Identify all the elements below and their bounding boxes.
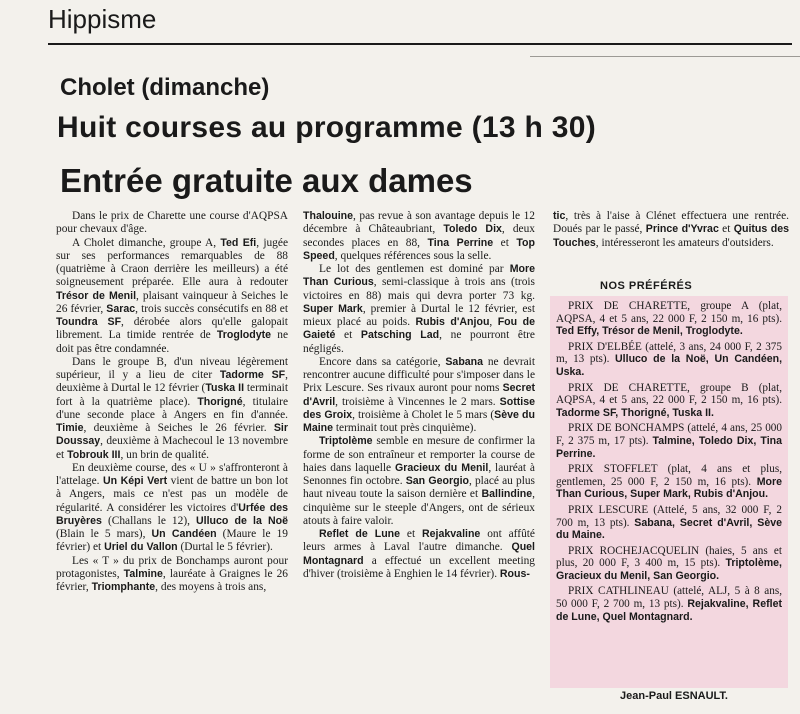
- horse-name: Triomphante: [91, 581, 156, 593]
- horse-name: Sabana, Secret d'Avril, Sève du Maine.: [556, 516, 782, 542]
- text-run: , dérobée alors qu'elle galopait librement. La timide rentrée de: [56, 316, 288, 342]
- horse-name: Super Mark: [303, 302, 363, 315]
- article-column-1: [56, 210, 288, 710]
- paragraph: [56, 210, 288, 237]
- horse-name: Timie: [56, 422, 84, 434]
- text-run: , deuxième à Seiches le 26 février.: [83, 422, 274, 434]
- text-run: Les « T » du prix de Bonchamps auront pour protagonistes,: [56, 554, 288, 580]
- text-run: PRIX DE CHARETTE, groupe B (plat, AQPSA, 4 et 5 ans, 22 000 F, 2 150 m, 16 pts).: [556, 381, 782, 407]
- horse-name: Troglodyte: [216, 329, 272, 342]
- pick-entry: [556, 585, 782, 623]
- text-run: (Blain le 5 mars),: [56, 528, 152, 540]
- horse-name: Uriel du Vallon: [104, 541, 178, 554]
- text-run: PRIX D'ELBÉE (attelé, 3 ans, 24 000 F, 2 375 m, 13 pts).: [556, 340, 782, 366]
- horse-name: Toledo Dix: [443, 223, 502, 236]
- horse-name: Reflet de Lune: [319, 528, 401, 540]
- horse-name: San Georgio: [405, 475, 469, 487]
- horse-name: Tadorme SF, Thorigné, Tuska II.: [556, 406, 714, 419]
- headline: Huit courses au programme (13 h 30): [57, 111, 596, 144]
- text-run: , cinquième sur le steeple d'Angers, ont de sérieux atouts à faire valoir.: [303, 488, 535, 527]
- text-run: , titulaire d'une seconde place à Angers en fin d'année.: [56, 395, 288, 421]
- pick-entry: [556, 504, 782, 542]
- text-run: Encore dans sa catégorie,: [319, 355, 446, 368]
- horse-name: Sève du Maine: [303, 408, 535, 434]
- horse-name: Sarac: [106, 302, 136, 315]
- horse-name: Rubis d'Anjou: [415, 316, 490, 328]
- text-run: a effectué un excellent meeting d'hiver (troisième à Enghien le 14 février).: [303, 554, 535, 580]
- horse-name: Tuska II: [205, 382, 245, 395]
- text-run: , pas revue à son avantage depuis le 12 décembre à Châteaubriant,: [303, 210, 535, 236]
- horse-name: Ballindine: [481, 488, 533, 501]
- horse-name: Fou de Gaieté: [303, 316, 535, 342]
- paragraph: [56, 462, 288, 555]
- section-rule: [48, 43, 792, 45]
- text-run: , intéresseront les amateurs d'outsiders.: [595, 236, 774, 249]
- pick-entry: [556, 422, 782, 460]
- text-run: , un brin de qualité.: [120, 448, 210, 461]
- horse-name: Tadorme SF: [219, 369, 286, 381]
- deck: Entrée gratuite aux dames: [60, 162, 473, 199]
- paragraph: [303, 528, 535, 581]
- text-run: (Durtal le 5 février).: [177, 541, 273, 554]
- horse-name: Rejakvaline, Reflet de Lune, Quel Montagnard.: [556, 598, 782, 623]
- text-run: vient de battre un bon lot à Angers, mais ce n'est pas un modèle de régularité. A considérer les victoires d': [56, 475, 288, 514]
- article-column-3: [553, 210, 789, 280]
- paragraph: [553, 210, 789, 250]
- text-run: (Maure le 19 février) et: [56, 528, 288, 554]
- pick-entry: [556, 463, 782, 501]
- text-run: PRIX DE BONCHAMPS (attelé, 4 ans, 25 000 F, 2 375 m, 17 pts).: [556, 422, 782, 447]
- horse-name: Triptolème, Gracieux du Menil, San Georgio.: [556, 557, 782, 582]
- paragraph: [303, 263, 535, 356]
- text-run: semble en mesure de confirmer la forme de son entraîneur et remporter la course de haies dans laquelle: [303, 435, 535, 474]
- text-run: A Cholet dimanche, groupe A,: [72, 236, 221, 249]
- article-column-2: [303, 210, 535, 710]
- horse-name: Tina Perrine: [427, 236, 494, 249]
- horse-name: Sir Doussay: [56, 422, 288, 448]
- text-run: terminait tout près cinquième).: [333, 422, 477, 434]
- text-run: PRIX CATHLINEAU (attelé, ALJ, 5 à 8 ans, 50 000 F, 2 700 m, 13 pts).: [556, 585, 782, 611]
- horse-name: More Than Curious: [303, 263, 535, 289]
- text-run: , deuxième à Durtal le 12 février (: [56, 369, 288, 395]
- text-run: , deuxième à Machecoul le 13 novembre et: [56, 435, 288, 461]
- horse-name: Toundra SF: [56, 316, 122, 328]
- text-run: , très à l'aise à Clénet effectuera une rentrée. Doués par le passé,: [553, 210, 789, 236]
- pick-entry: [556, 545, 782, 583]
- horse-name: Quitus des Touches: [553, 223, 789, 249]
- paragraph: [303, 210, 535, 263]
- horse-name: Top Speed: [303, 236, 535, 262]
- horse-name: Un Képi Vert: [102, 475, 168, 487]
- text-run: (Challans le 12),: [101, 514, 196, 527]
- text-run: ne doit pas être condamnée.: [56, 329, 288, 355]
- byline: Jean-Paul ESNAULT.: [620, 690, 728, 702]
- paragraph: [56, 555, 288, 595]
- text-run: ne devrait rencontrer aucune difficulté pour s'imposer dans le Prix Lescure. Ses rivaux auront pour noms: [303, 355, 535, 395]
- pick-entry: [556, 341, 782, 379]
- text-run: , jugée sur ses performances remarquables de 88 (quatrième à Craon derrière les meilleurs) a été soigneusement préparée. Elle aura à redouter: [56, 236, 288, 289]
- horse-name: Ulluco de la Noë: [196, 514, 288, 527]
- text-run: PRIX ROCHEJACQUELIN (haies, 5 ans et plus, 20 000 F, 3 400 m, 15 pts).: [556, 544, 782, 570]
- text-run: , deux secondes places en 88,: [303, 223, 535, 249]
- horse-name: Rous-: [499, 567, 530, 580]
- pick-entry: [556, 300, 782, 338]
- horse-name: Rejakvaline: [422, 528, 481, 540]
- text-run: , troisième à Cholet le 5 mars (: [352, 408, 495, 421]
- text-run: , lauréat à Senonnes fin octobre.: [303, 461, 535, 487]
- text-run: , quelques références sous la selle.: [334, 249, 492, 262]
- paragraph: [303, 435, 535, 528]
- text-run: Dans le prix de Charette une course d'AQPSA pour chevaux d'âge.: [56, 210, 288, 236]
- text-run: , des moyens à trois ans,: [155, 581, 267, 593]
- horse-name: Ted Efi: [220, 236, 257, 249]
- horse-name: Sottise des Groix: [303, 395, 535, 421]
- horse-name: Patsching Lad: [360, 329, 440, 342]
- horse-name: Gracieux du Menil: [395, 461, 489, 474]
- horse-name: Trésor de Menil: [56, 289, 137, 302]
- text-run: , placé au plus haut niveau toute la saison dernière et: [303, 475, 535, 501]
- section-title: Hippisme: [48, 4, 157, 34]
- paragraph: [56, 237, 288, 356]
- horse-name: Thalouine: [303, 210, 354, 222]
- horse-name: Ted Effy, Trésor de Menil, Troglodyte.: [556, 325, 743, 338]
- topline: Cholet (dimanche): [60, 74, 270, 101]
- text-run: et: [335, 329, 361, 342]
- text-run: PRIX DE CHARETTE, groupe A (plat, AQPSA, 4 et 5 ans, 22 000 F, 2 150 m, 16 pts).: [556, 300, 782, 325]
- text-run: terminait fort à la quatrième place).: [56, 382, 288, 408]
- text-run: PRIX STOFFLET (plat, 4 ans et plus, gentlemen, 25 000 F, 2 150 m, 16 pts).: [556, 463, 782, 488]
- text-run: , troisième à Vincennes le 2 mars.: [335, 395, 500, 408]
- picks-box: [550, 296, 788, 688]
- text-run: Dans le groupe B, d'un niveau légèrement supérieur, il y a lieu de citer: [56, 355, 288, 381]
- text-run: ont affûté leurs armes à Laval l'autre dimanche.: [303, 528, 535, 554]
- horse-name: More Than Curious, Super Mark, Rubis d'Anjou.: [556, 475, 782, 501]
- paragraph: [56, 356, 288, 462]
- text-run: En deuxième course, des « U » s'affronteront à l'attelage.: [56, 461, 288, 487]
- text-run: , premier à Durtal le 12 février, est mieux placé au poids.: [303, 302, 535, 328]
- horse-name: tic: [553, 210, 566, 222]
- horse-name: Talmine, Toledo Dix, Tina Perrine.: [556, 434, 783, 460]
- horse-name: Quel Montagnard: [303, 541, 535, 567]
- picks-title: NOS PRÉFÉRÉS: [600, 280, 693, 292]
- text-run: et: [400, 528, 423, 540]
- horse-name: Thorigné: [197, 395, 243, 408]
- section-rule-thin: [530, 56, 800, 57]
- horse-name: Sabana: [445, 355, 484, 368]
- horse-name: Tobrouk III: [67, 448, 121, 461]
- horse-name: Secret d'Avril: [303, 382, 535, 408]
- paragraph: [303, 356, 535, 436]
- horse-name: Prince d'Yvrac: [645, 223, 719, 236]
- horse-name: Triptolème: [319, 435, 373, 448]
- text-run: Le lot des gentlemen est dominé par: [319, 263, 510, 275]
- text-run: , semi-classique à trois ans (trois victoires en 88) mais qui devra porter 73 kg.: [303, 276, 535, 302]
- text-run: , trois succès consécutifs en 88 et: [135, 302, 288, 315]
- text-run: , ne pourront être négligés.: [303, 329, 535, 355]
- text-run: ,: [489, 316, 498, 328]
- horse-name: Talmine: [123, 567, 163, 580]
- pick-entry: [556, 382, 782, 420]
- horse-name: Ulluco de la Noë, Un Candéen, Uska.: [556, 353, 783, 378]
- text-run: et: [718, 223, 734, 236]
- text-run: , plaisant vainqueur à Seiches le 26 février,: [56, 289, 288, 315]
- horse-name: Urfée des Bruyères: [56, 501, 288, 527]
- text-run: et: [493, 236, 517, 249]
- text-run: , lauréate à Graignes le 26 février,: [56, 567, 288, 593]
- text-run: PRIX LESCURE (Attelé, 5 ans, 32 000 F, 2 700 m, 13 pts).: [556, 503, 782, 529]
- horse-name: Un Candéen: [151, 528, 217, 540]
